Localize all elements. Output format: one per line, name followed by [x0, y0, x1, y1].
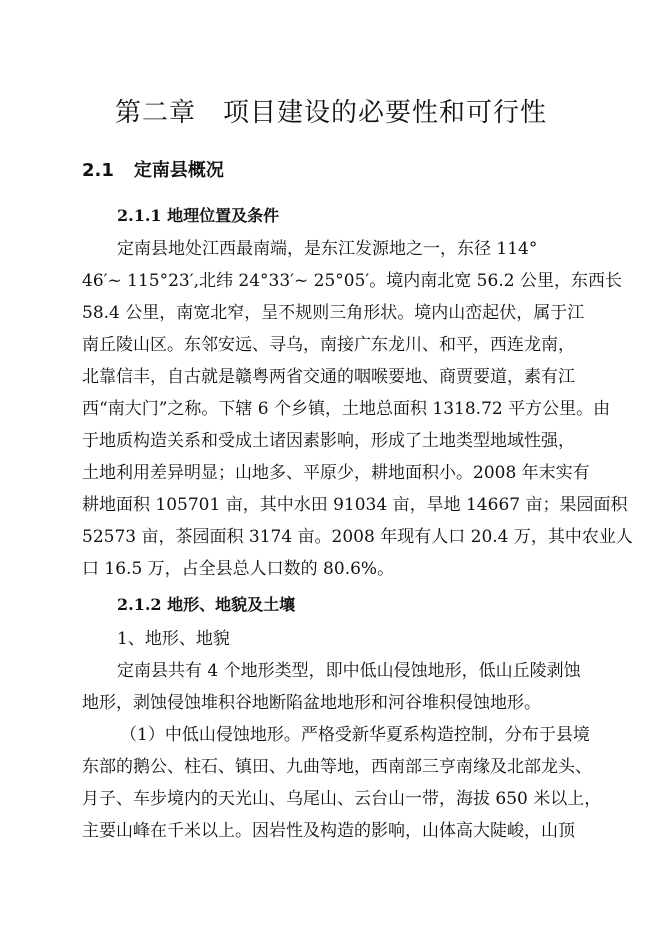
paragraph-line: 定南县共有 4 个地形类型，即中低山侵蚀地形，低山丘陵剥蚀: [117, 661, 581, 681]
paragraph-line: 于地质构造关系和受成土诸因素影响，形成了土地类型地域性强，: [82, 431, 575, 451]
section-title: 定南县概况: [133, 160, 224, 181]
chapter-title: 第二章 项目建设的必要性和可行性: [114, 98, 547, 128]
paragraph-line: （1）中低山侵蚀地形。严格受新华夏系构造控制，分布于县境: [120, 725, 590, 745]
subsection-heading-geography: 2.1.1 地理位置及条件: [117, 206, 280, 225]
paragraph-line: 土地利用差异明显；山地多、平原少，耕地面积小。2008 年末实有: [82, 463, 590, 483]
paragraph-line: 南丘陵山区。东邻安远、寻乌，南接广东龙川、和平，西连龙南，: [82, 335, 575, 355]
paragraph-line: 口 16.5 万，占全县总人口数的 80.6%。: [82, 559, 395, 579]
paragraph-line: 耕地面积 105701 亩，其中水田 91034 亩，旱地 14667 亩；果园面积: [82, 495, 628, 515]
paragraph-line: 北靠信丰，自古就是赣粤两省交通的咽喉要地、商贾要道，素有江: [82, 367, 575, 387]
paragraph-line: 西“南大门”之称。下辖 6 个乡镇，土地总面积 1318.72 平方公里。由: [82, 399, 611, 419]
section-heading: [82, 156, 224, 182]
paragraph-line: 定南县地处江西最南端，是东江发源地之一，东径 114°: [117, 239, 538, 259]
paragraph-line: 地形，剥蚀侵蚀堆积谷地断陷盆地地形和河谷堆积侵蚀地形。: [82, 693, 541, 713]
paragraph-line: 主要山峰在千米以上。因岩性及构造的影响，山体高大陡峻，山顶: [82, 821, 575, 841]
paragraph-line: 52573 亩，茶园面积 3174 亩。2008 年现有人口 20.4 万，其中农业人: [82, 527, 633, 547]
section-number: 2.1: [82, 160, 114, 181]
paragraph-line: 东部的鹅公、柱石、镇田、九曲等地，西南部三亨南缘及北部龙头、: [82, 757, 592, 777]
paragraph-line: 58.4 公里，南宽北窄，呈不规则三角形状。境内山峦起伏，属于江: [82, 303, 585, 323]
item-label: 1、地形、地貌: [117, 629, 230, 649]
subsection-heading-terrain: 2.1.2 地形、地貌及土壤: [117, 595, 296, 614]
paragraph-line: 46′~ 115°23′,北纬 24°33′~ 25°05′。境内南北宽 56.2 公里，东西长: [82, 271, 622, 291]
paragraph-line: 月子、车步境内的天光山、乌尾山、云台山一带，海拔 650 米以上，: [82, 789, 602, 809]
